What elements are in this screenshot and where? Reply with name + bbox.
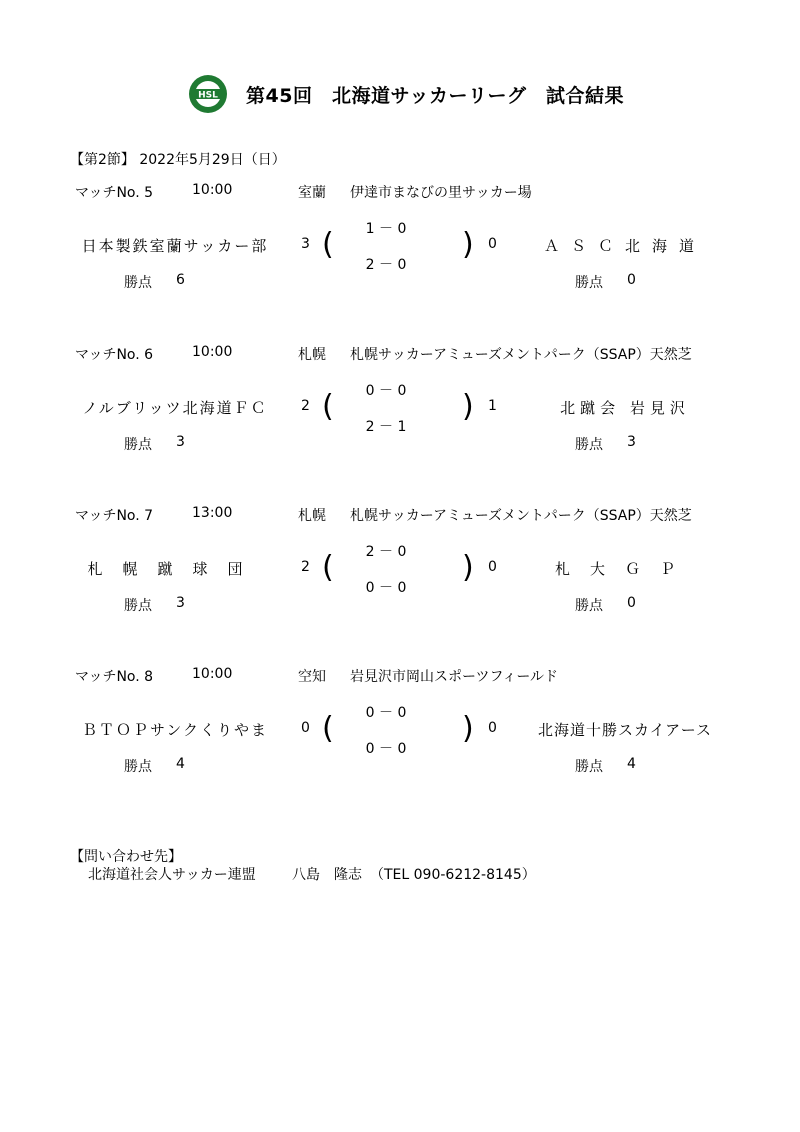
away-score: 0 xyxy=(488,559,497,575)
points-label: 勝点 xyxy=(575,598,603,614)
first-half-score: 0 － 0 xyxy=(365,383,407,399)
first-half-score: 0 － 0 xyxy=(365,705,407,721)
page-title: 第45回 北海道サッカーリーグ 試合結果 xyxy=(246,84,625,107)
home-team: 札幌蹴球団 xyxy=(87,560,263,578)
home-points: 3 xyxy=(176,434,185,450)
second-half-score: 2 － 0 xyxy=(365,257,407,273)
home-score: 2 xyxy=(301,398,310,414)
away-team: 北蹴会 岩見沢 xyxy=(560,399,690,417)
match-time: 10:00 xyxy=(192,666,233,682)
contact-org: 北海道社会人サッカー連盟 xyxy=(88,867,256,883)
home-team: ＢＴＯＰサンクくりやま xyxy=(82,721,268,739)
away-score: 1 xyxy=(488,398,497,414)
match-venue: 札幌サッカーアミューズメントパーク（SSAP）天然芝 xyxy=(350,347,692,363)
open-paren: ( xyxy=(322,389,334,424)
home-points: 3 xyxy=(176,595,185,611)
contact-label: 【問い合わせ先】 xyxy=(70,849,182,865)
home-team: 日本製鉄室蘭サッカー部 xyxy=(81,237,269,255)
match-city: 札幌 xyxy=(298,347,326,363)
away-points: 4 xyxy=(627,756,636,772)
first-half-score: 1 － 0 xyxy=(365,221,407,237)
home-score: 0 xyxy=(301,720,310,736)
second-half-score: 2 － 1 xyxy=(365,419,407,435)
logo-text: HSL xyxy=(198,90,218,101)
league-logo xyxy=(188,74,228,114)
second-half-score: 0 － 0 xyxy=(365,580,407,596)
match-number: マッチNo. 5 xyxy=(75,185,154,201)
match-city: 札幌 xyxy=(298,508,326,524)
away-team: ＡＳＣ北海道 xyxy=(543,237,706,255)
match-number: マッチNo. 6 xyxy=(75,347,154,363)
away-team: 北海道十勝スカイアース xyxy=(538,721,712,739)
header xyxy=(188,74,624,114)
points-label: 勝点 xyxy=(575,759,603,775)
points-label: 勝点 xyxy=(124,275,152,291)
points-label: 勝点 xyxy=(124,437,152,453)
close-paren: ) xyxy=(462,227,474,262)
away-score: 0 xyxy=(488,720,497,736)
points-label: 勝点 xyxy=(124,759,152,775)
round-date: 【第2節】 2022年5月29日（日） xyxy=(70,152,286,168)
match-venue: 札幌サッカーアミューズメントパーク（SSAP）天然芝 xyxy=(350,508,692,524)
first-half-score: 2 － 0 xyxy=(365,544,407,560)
close-paren: ) xyxy=(462,711,474,746)
match-venue: 伊達市まなびの里サッカー場 xyxy=(350,185,532,201)
second-half-score: 0 － 0 xyxy=(365,741,407,757)
open-paren: ( xyxy=(322,550,334,585)
away-team: 札大ＧＰ xyxy=(554,560,695,578)
match-city: 室蘭 xyxy=(298,185,326,201)
match-number: マッチNo. 7 xyxy=(75,508,154,524)
home-score: 2 xyxy=(301,559,310,575)
home-points: 4 xyxy=(176,756,185,772)
match-city: 空知 xyxy=(298,669,326,685)
away-score: 0 xyxy=(488,236,497,252)
contact-tel: （TEL 090-6212-8145） xyxy=(370,867,536,883)
points-label: 勝点 xyxy=(124,598,152,614)
close-paren: ) xyxy=(462,389,474,424)
away-points: 3 xyxy=(627,434,636,450)
match-time: 10:00 xyxy=(192,344,233,360)
points-label: 勝点 xyxy=(575,275,603,291)
home-score: 3 xyxy=(301,236,310,252)
home-team: ノルブリッツ北海道ＦＣ xyxy=(82,399,268,417)
away-points: 0 xyxy=(627,272,636,288)
home-points: 6 xyxy=(176,272,185,288)
match-time: 10:00 xyxy=(192,182,233,198)
open-paren: ( xyxy=(322,711,334,746)
match-number: マッチNo. 8 xyxy=(75,669,154,685)
away-points: 0 xyxy=(627,595,636,611)
match-time: 13:00 xyxy=(192,505,233,521)
points-label: 勝点 xyxy=(575,437,603,453)
contact-person: 八島 隆志 xyxy=(292,867,362,883)
open-paren: ( xyxy=(322,227,334,262)
match-venue: 岩見沢市岡山スポーツフィールド xyxy=(350,669,559,685)
close-paren: ) xyxy=(462,550,474,585)
